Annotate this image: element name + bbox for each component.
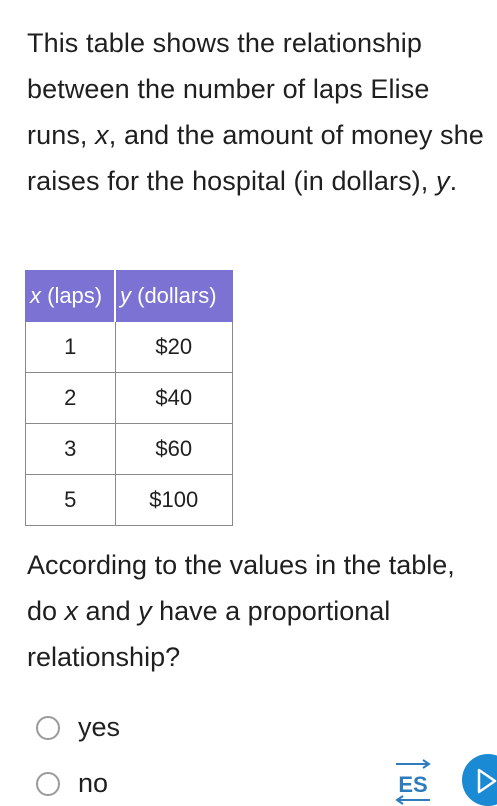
option-label: yes [78,712,121,742]
variable-y: y [138,596,152,626]
header-x: x (laps) [26,271,116,322]
table-header-row [26,271,233,322]
cell-x: 5 [26,475,116,526]
cell-x: 1 [26,322,116,373]
language-label: ES [398,772,428,797]
option-yes[interactable] [36,712,120,743]
spanish-language-button[interactable] [388,756,438,806]
option-label: no [78,768,109,798]
table-row [26,322,233,373]
cell-x: 3 [26,424,116,475]
header-y: y (dollars) [115,271,233,322]
variable-x: x [95,120,109,150]
variable-x: x [64,596,79,626]
variable-y: y [435,166,450,196]
read-aloud-button[interactable] [462,754,497,806]
cell-y: $100 [115,475,233,526]
question-text: According to the values in the table, do x and y have a proportional relationship? [27,550,455,672]
cell-y: $20 [115,322,233,373]
laps-dollars-table [25,270,233,526]
cell-y: $40 [115,373,233,424]
play-icon [476,768,497,794]
radio-button[interactable] [36,772,60,796]
option-no[interactable] [36,768,108,799]
cell-x: 2 [26,373,116,424]
intro-text: This table shows the relationship between the number of laps Elise runs, x, and the amount of money she raises for the hospital (in dollars), y. [27,28,484,196]
table-row [26,475,233,526]
table-row [26,424,233,475]
cell-y: $60 [115,424,233,475]
radio-button[interactable] [36,716,60,740]
table-row [26,373,233,424]
